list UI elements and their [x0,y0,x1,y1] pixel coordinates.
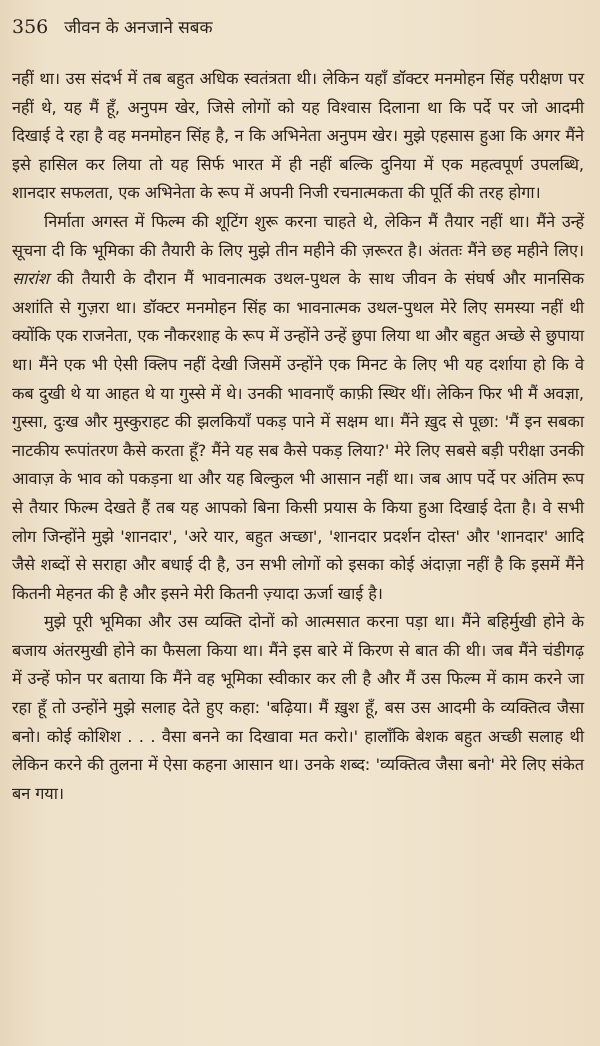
running-header [12,14,584,41]
paragraph-2 [12,208,584,608]
paragraph-2-text-before: निर्माता अगस्त में फिल्म की शूटिंग शुरू करना चाहते थे, लेकिन मैं तैयार नहीं था। मैंने उन्हें सूचना दी कि भूमिका की तैयारी के लिए मुझे तीन महीने की ज़रूरत है। अंततः मैंने छह महीने लिए। [12,211,584,260]
book-title: जीवन के अनजाने सबक [64,18,213,38]
paragraph-2-text-after: की तैयारी के दौरान मैं भावनात्मक उथल-पुथल के साथ जीवन के संघर्ष और मानसिक अशांति से गुज़रा था। डॉक्टर मनमोहन सिंह का भावनात्मक उथल-पुथल मेरे लिए समस्या नहीं थी क्योंकि एक राजनेता, एक नौकरशाह के रूप में उन्होंने उन्हें छुपा लिया था और बहुत अच्छे से छुपाया था। मैंने एक भी ऐसी क्लिप नहीं देखी जिसमें उन्होंने एक मिनट के लिए भी यह दर्शाया हो कि वे कब दुखी थे या आहत थे या गुस्से में थे। उनकी भावनाएँ काफ़ी स्थिर थीं। लेकिन फिर भी मैं अवज्ञा, गुस्सा, दुःख और मुस्कुराहट की झलकियाँ पकड़ पाने में सक्षम था। मैंने ख़ुद से पूछा: 'मैं इन सबका नाटकीय रूपांतरण कैसे करता हूँ? मैंने यह सब कैसे पकड़ लिया?' मेरे लिए सबसे बड़ी परीक्षा उनकी आवाज़ के भाव को पकड़ना था और यह बिल्कुल भी आसान नहीं था। जब आप पर्दे पर अंतिम रूप से तैयार फिल्म देखते हैं तब यह आपको बिना किसी प्रयास के किया हुआ दिखाई देता है। वे सभी लोग जिन्होंने मुझे 'शानदार', 'अरे यार, बहुत अच्छा', 'शानदार प्रदर्शन दोस्त' और 'शानदार' आदि जैसे शब्दों से सराहा और बधाई दी है, उन सभी लोगों को इसका कोई अंदाज़ा नहीं है कि इसमें मैंने कितनी मेहनत की है और इसने मेरी कितनी ज़्यादा ऊर्जा खाई है। [12,269,584,603]
page-number: 356 [12,16,49,38]
paragraph-3: मुझे पूरी भूमिका और उस व्यक्ति दोनों को आत्मसात करना पड़ा था। मैंने बहिर्मुखी होने के बजाय अंतरमुखी होने का फैसला किया था। मैंने इस बारे में किरण से बात की थी। जब मैंने चंडीगढ़ में उन्हें फोन पर बताया कि मैंने वह भूमिका स्वीकार कर ली है और मैं उस फिल्म में काम करने जा रहा हूँ तो उन्होंने मुझे सलाह देते हुए कहा: 'बढ़िया। मैं ख़ुश हूँ, बस उस आदमी के व्यक्तित्व जैसा बनो। कोई कोशिश . . . वैसा बनने का दिखावा मत करो।' हालाँकि बेशक बहुत अच्छी सलाह थी लेकिन करने की तुलना में ऐसा कहना आसान था। उनके शब्द: 'व्यक्तित्व जैसा बनो' मेरे लिए संकेत बन गया। [12,612,584,803]
paragraph-1: नहीं था। उस संदर्भ में तब बहुत अधिक स्वतंत्रता थी। लेकिन यहाँ डॉक्टर मनमोहन सिंह परीक्षण पर नहीं थे, यह मैं हूँ, अनुपम खेर, जिसे लोगों को यह विश्वास दिलाना था कि पर्दे पर जो आदमी दिखाई दे रहा है वह मनमोहन सिंह है, न कि अभिनेता अनुपम खेर। मुझे एहसास हुआ कि अगर मैंने इसे हासिल कर लिया तो यह सिर्फ भारत में ही नहीं बल्कि दुनिया में एक महत्वपूर्ण उपलब्धि, शानदार सफलता, एक अभिनेता के रूप में अपनी निजी रचनात्मकता की पूर्ति की तरह होगा। [12,69,584,203]
body-text [12,65,584,808]
film-title-italic: सारांश [12,269,49,289]
